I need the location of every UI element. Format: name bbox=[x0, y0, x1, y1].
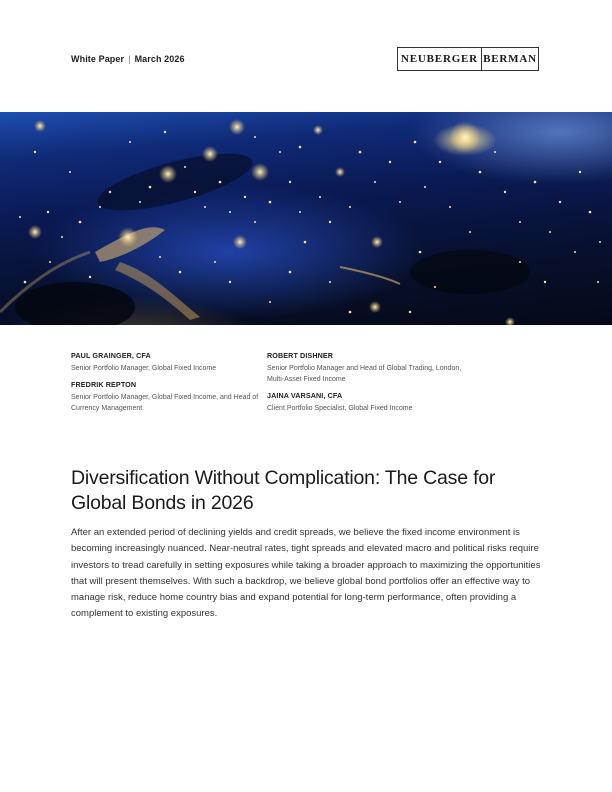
author-block bbox=[267, 350, 467, 385]
author-block bbox=[71, 379, 261, 414]
header-separator: | bbox=[128, 54, 131, 64]
logo-left-word: NEUBERGER bbox=[398, 48, 482, 70]
document-header-label bbox=[71, 54, 185, 64]
document-type: White Paper bbox=[71, 54, 125, 64]
city-lights-pattern bbox=[0, 112, 612, 325]
author-role: Senior Portfolio Manager and Head of Global Trading, London, Multi-Asset Fixed Income bbox=[267, 365, 462, 383]
hero-image-europe-night-lights bbox=[0, 112, 612, 325]
author-name: JAINA VARSANI, CFA bbox=[267, 391, 343, 400]
author-name: PAUL GRAINGER, CFA bbox=[71, 351, 151, 360]
author-role: Senior Portfolio Manager, Global Fixed Income bbox=[71, 365, 217, 372]
author-role: Senior Portfolio Manager, Global Fixed Income, and Head of Currency Management bbox=[71, 394, 259, 412]
author-role: Client Portfolio Specialist, Global Fixed Income bbox=[267, 405, 413, 412]
neuberger-berman-logo bbox=[397, 47, 539, 71]
logo-right-word: BERMAN bbox=[483, 53, 537, 65]
author-block bbox=[267, 390, 467, 414]
author-block bbox=[71, 350, 261, 374]
author-name: ROBERT DISHNER bbox=[267, 351, 334, 360]
summary-paragraph: After an extended period of declining yields and credit spreads, we believe the fixed income environment is becoming increasingly nuanced. Near-neutral rates, tight spreads and elevated macro and political risks require investors to tread carefully in setting exposures while taking a broader approach to maximizing the opportunities that will present themselves. With such a backdrop, we believe global bond portfolios offer an effective way to manage risk, reduce home country bias and expand potential for long-term performance, often providing a complement to existing exposures. bbox=[71, 527, 541, 620]
document-date: March 2026 bbox=[134, 54, 185, 64]
page-title: Diversification Without Complication: The Case for Global Bonds in 2026 bbox=[71, 467, 496, 514]
author-name: FREDRIK REPTON bbox=[71, 380, 137, 389]
